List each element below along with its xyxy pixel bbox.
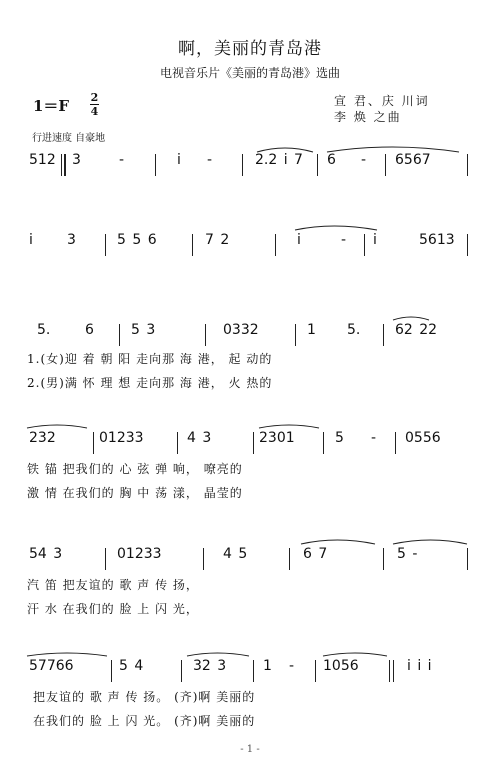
tie-slurs xyxy=(27,430,472,460)
lyrics-verse-1: 把友谊的 歌 声 传 扬。 (齐)啊 美丽的 xyxy=(33,690,256,704)
time-signature-bottom: 4 xyxy=(90,105,99,118)
note-group: 5. xyxy=(347,322,361,338)
note-group: 6 xyxy=(327,152,336,168)
note-group: - xyxy=(371,430,377,446)
note-group: 6 7 xyxy=(303,546,328,562)
tempo-marking: 行进速度 自豪地 xyxy=(32,133,106,144)
note-group: 1056 xyxy=(323,658,359,674)
key-signature: 1＝F xyxy=(33,97,70,115)
note-group: 4 5 xyxy=(223,546,248,562)
note-group: 3 xyxy=(72,152,81,168)
note-group: - xyxy=(119,152,125,168)
note-group: 0556 xyxy=(405,430,441,446)
note-group: i xyxy=(373,232,377,248)
note-group: i xyxy=(177,152,181,168)
tie-slurs xyxy=(27,546,472,576)
time-signature-top: 2 xyxy=(90,91,99,104)
song-title: 啊，美丽的青岛港 xyxy=(178,39,322,59)
score-system-6 xyxy=(27,658,472,730)
note-group: 512 xyxy=(29,152,56,168)
lyrics-verse-2: 在我们的 脸 上 闪 光。 (齐)啊 美丽的 xyxy=(33,714,256,728)
note-group: 01233 xyxy=(99,430,144,446)
tie-slurs xyxy=(27,322,472,352)
note-group: 5 - xyxy=(397,546,418,562)
note-group: 2301 xyxy=(259,430,295,446)
note-group: 5 5 6 xyxy=(117,232,157,248)
note-group: 232 xyxy=(29,430,56,446)
note-group: 5 3 xyxy=(131,322,156,338)
note-group: 01233 xyxy=(117,546,162,562)
composer-credit: 李 焕 之曲 xyxy=(334,110,402,124)
note-group: i xyxy=(297,232,301,248)
lyrics-verse-2: 2.(男)满 怀 理 想 走向那 海 港， 火 热的 xyxy=(27,376,273,390)
note-group: 5613 xyxy=(419,232,455,248)
note-group: - xyxy=(341,232,347,248)
note-group: 7 2 xyxy=(205,232,230,248)
tie-slurs xyxy=(27,152,472,182)
note-group: 57766 xyxy=(29,658,74,674)
note-group: 54 3 xyxy=(29,546,63,562)
score-system-3 xyxy=(27,322,472,394)
score-system-2 xyxy=(27,232,472,262)
score-system-5 xyxy=(27,546,472,618)
note-group: 0332 xyxy=(223,322,259,338)
tie-slurs xyxy=(27,232,472,262)
time-signature xyxy=(90,92,99,117)
tie-slurs xyxy=(27,658,472,688)
note-group: 2.2 i 7 xyxy=(255,152,303,168)
note-group: 1 xyxy=(307,322,316,338)
lyrics-verse-1: 1.(女)迎 着 朝 阳 走向那 海 港， 起 动的 xyxy=(27,352,273,366)
note-group: 6 xyxy=(85,322,94,338)
score-system-4 xyxy=(27,430,472,502)
note-group: - xyxy=(361,152,367,168)
note-group: 6567 xyxy=(395,152,431,168)
note-group: 5 xyxy=(335,430,344,446)
note-group: 3 xyxy=(67,232,76,248)
note-group: 1 xyxy=(263,658,272,674)
song-subtitle: 电视音乐片《美丽的青岛港》选曲 xyxy=(159,66,340,80)
score-system-1 xyxy=(27,152,472,182)
lyrics-verse-1: 铁 锚 把我们的 心 弦 弹 响， 嘹亮的 xyxy=(27,462,243,476)
lyrics-verse-2: 激 情 在我们的 胸 中 荡 漾， 晶莹的 xyxy=(27,486,243,500)
lyrics-verse-2: 汗 水 在我们的 脸 上 闪 光， xyxy=(27,602,199,616)
lyricist-credit: 宣 君、庆 川词 xyxy=(334,94,430,108)
note-group: 4 3 xyxy=(187,430,212,446)
note-group: - xyxy=(207,152,213,168)
lyrics-verse-1: 汽 笛 把友谊的 歌 声 传 扬， xyxy=(27,578,199,592)
note-group: 5. xyxy=(37,322,51,338)
note-group: 62 22 xyxy=(395,322,438,338)
note-group: i i i xyxy=(407,658,432,674)
note-group: - xyxy=(289,658,295,674)
note-group: 32 3 xyxy=(193,658,227,674)
note-group: i xyxy=(29,232,33,248)
note-group: 5 4 xyxy=(119,658,144,674)
page-number: - 1 - xyxy=(240,744,260,755)
